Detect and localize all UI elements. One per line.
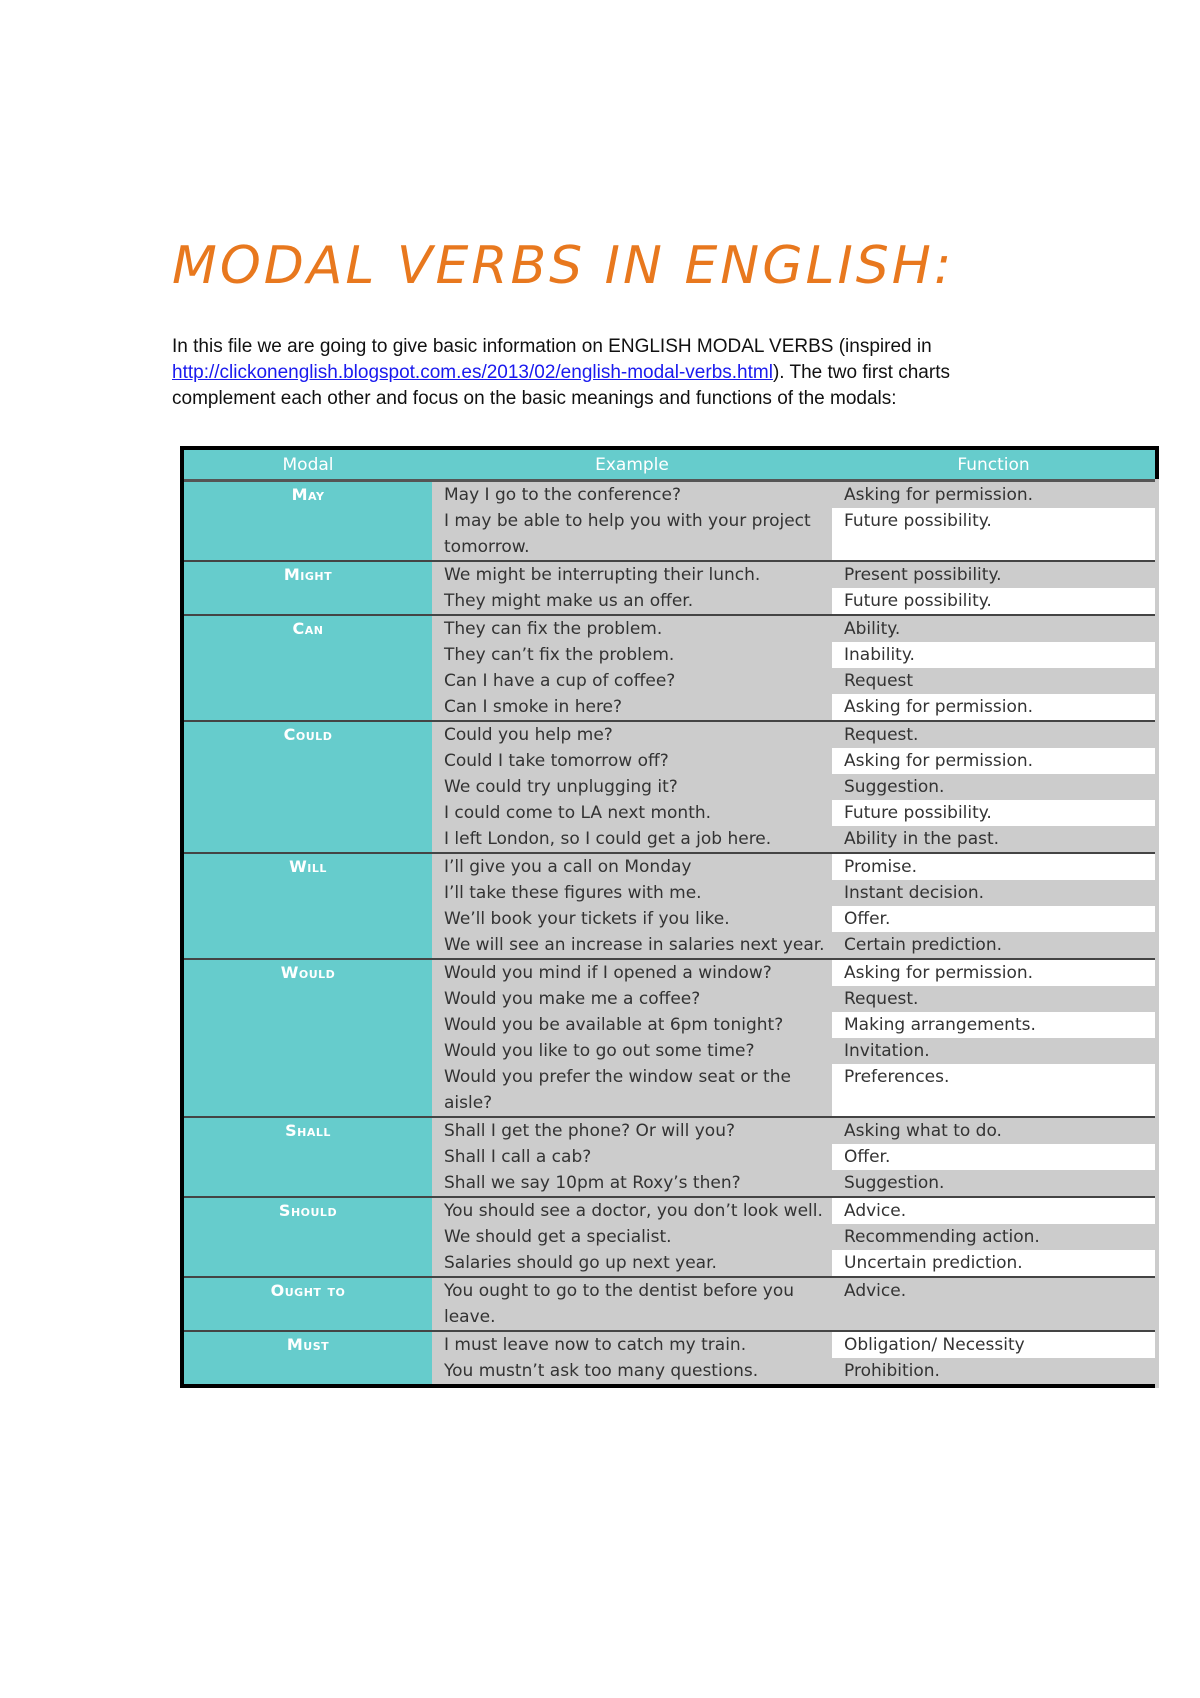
modal-cell: Would: [182, 959, 432, 1117]
function-cell: Asking for permission.: [832, 959, 1157, 986]
modal-cell: Could: [182, 721, 432, 853]
function-cell: Request.: [832, 721, 1157, 748]
example-cell: They can fix the problem.: [432, 615, 832, 642]
function-cell: Asking for permission.: [832, 694, 1157, 721]
header-example: Example: [432, 448, 832, 481]
function-cell: Asking for permission.: [832, 748, 1157, 774]
function-cell: Uncertain prediction.: [832, 1250, 1157, 1277]
example-cell: Would you make me a coffee?: [432, 986, 832, 1012]
function-cell: Offer.: [832, 906, 1157, 932]
header-function: Function: [832, 448, 1157, 481]
header-modal: Modal: [182, 448, 432, 481]
example-cell: I’ll give you a call on Monday: [432, 853, 832, 880]
example-cell: Would you be available at 6pm tonight?: [432, 1012, 832, 1038]
modal-cell: Should: [182, 1197, 432, 1277]
modal-verbs-table: [180, 446, 1159, 1388]
example-cell: We might be interrupting their lunch.: [432, 561, 832, 588]
function-cell: Ability.: [832, 615, 1157, 642]
function-cell: Prohibition.: [832, 1358, 1157, 1386]
page-title: MODAL VERBS IN ENGLISH:: [172, 236, 955, 296]
table-row: [182, 1117, 1157, 1144]
function-cell: Present possibility.: [832, 561, 1157, 588]
modal-cell: Might: [182, 561, 432, 615]
function-cell: Making arrangements.: [832, 1012, 1157, 1038]
example-cell: I could come to LA next month.: [432, 800, 832, 826]
table-row: [182, 561, 1157, 588]
example-cell: May I go to the conference?: [432, 481, 832, 509]
table-header-row: [182, 448, 1157, 481]
function-cell: Request: [832, 668, 1157, 694]
modal-cell: Will: [182, 853, 432, 959]
example-cell: I left London, so I could get a job here.: [432, 826, 832, 853]
intro-text-after: ). The two first charts complement each other and focus on the basic meanings and functions of the modals:: [172, 362, 950, 409]
function-cell: Promise.: [832, 853, 1157, 880]
example-cell: We should get a specialist.: [432, 1224, 832, 1250]
intro-text-before: In this file we are going to give basic information on ENGLISH MODAL VERBS (inspired in: [172, 336, 932, 357]
table-row: [182, 481, 1157, 509]
function-cell: Preferences.: [832, 1064, 1157, 1117]
table-row: [182, 853, 1157, 880]
example-cell: They can’t fix the problem.: [432, 642, 832, 668]
function-cell: Future possibility.: [832, 800, 1157, 826]
function-cell: Instant decision.: [832, 880, 1157, 906]
modal-cell: Ought to: [182, 1277, 432, 1331]
function-cell: Advice.: [832, 1277, 1157, 1331]
example-cell: Shall I call a cab?: [432, 1144, 832, 1170]
modal-cell: May: [182, 481, 432, 562]
example-cell: Can I smoke in here?: [432, 694, 832, 721]
example-cell: Would you mind if I opened a window?: [432, 959, 832, 986]
function-cell: Suggestion.: [832, 774, 1157, 800]
example-cell: Could you help me?: [432, 721, 832, 748]
function-cell: Offer.: [832, 1144, 1157, 1170]
modal-cell: Shall: [182, 1117, 432, 1197]
example-cell: We could try unplugging it?: [432, 774, 832, 800]
table-row: [182, 959, 1157, 986]
example-cell: Shall I get the phone? Or will you?: [432, 1117, 832, 1144]
example-cell: You mustn’t ask too many questions.: [432, 1358, 832, 1386]
example-cell: I must leave now to catch my train.: [432, 1331, 832, 1358]
example-cell: Would you like to go out some time?: [432, 1038, 832, 1064]
function-cell: Asking what to do.: [832, 1117, 1157, 1144]
function-cell: Request.: [832, 986, 1157, 1012]
function-cell: Certain prediction.: [832, 932, 1157, 959]
table-row: [182, 721, 1157, 748]
function-cell: Future possibility.: [832, 588, 1157, 615]
function-cell: Asking for permission.: [832, 481, 1157, 509]
example-cell: They might make us an offer.: [432, 588, 832, 615]
example-cell: Shall we say 10pm at Roxy’s then?: [432, 1170, 832, 1197]
example-cell: Would you prefer the window seat or the aisle?: [432, 1064, 832, 1117]
example-cell: Can I have a cup of coffee?: [432, 668, 832, 694]
function-cell: Invitation.: [832, 1038, 1157, 1064]
source-link[interactable]: http://clickonenglish.blogspot.com.es/2013/02/english-modal-verbs.html: [172, 362, 773, 383]
function-cell: Inability.: [832, 642, 1157, 668]
table-row: [182, 1277, 1157, 1331]
function-cell: Recommending action.: [832, 1224, 1157, 1250]
example-cell: You should see a doctor, you don’t look well.: [432, 1197, 832, 1224]
function-cell: Ability in the past.: [832, 826, 1157, 853]
modal-cell: Must: [182, 1331, 432, 1386]
example-cell: We will see an increase in salaries next year.: [432, 932, 832, 959]
function-cell: Future possibility.: [832, 508, 1157, 561]
function-cell: Suggestion.: [832, 1170, 1157, 1197]
example-cell: Could I take tomorrow off?: [432, 748, 832, 774]
function-cell: Obligation/ Necessity: [832, 1331, 1157, 1358]
table-row: [182, 615, 1157, 642]
example-cell: We’ll book your tickets if you like.: [432, 906, 832, 932]
modal-cell: Can: [182, 615, 432, 721]
example-cell: Salaries should go up next year.: [432, 1250, 832, 1277]
intro-paragraph: [172, 334, 1052, 412]
table-body: [182, 481, 1157, 1387]
table-row: [182, 1331, 1157, 1358]
example-cell: I’ll take these figures with me.: [432, 880, 832, 906]
function-cell: Advice.: [832, 1197, 1157, 1224]
example-cell: You ought to go to the dentist before you leave.: [432, 1277, 832, 1331]
example-cell: I may be able to help you with your project tomorrow.: [432, 508, 832, 561]
table-row: [182, 1197, 1157, 1224]
